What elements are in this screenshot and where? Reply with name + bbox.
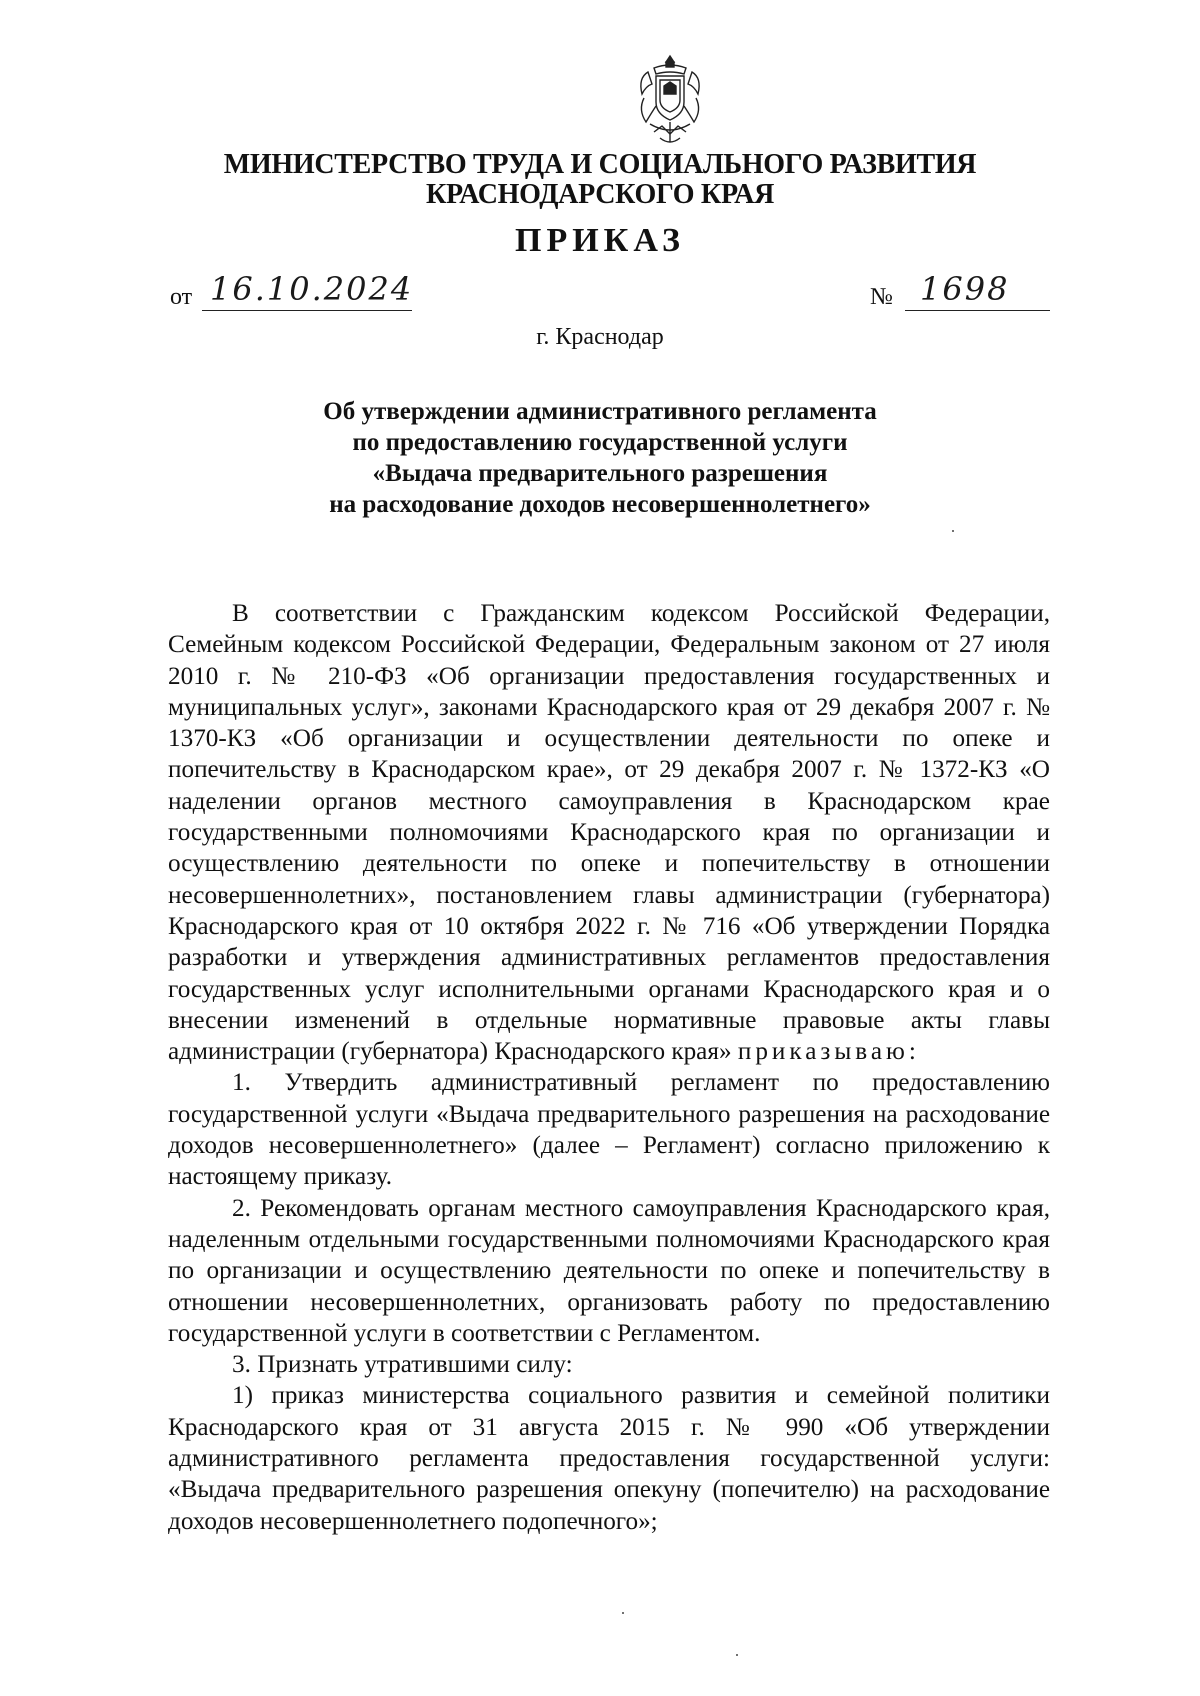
number-underline [905, 310, 1050, 311]
date-prefix: от [170, 284, 193, 310]
item-3-1-paragraph: 1) приказ министерства социального развития и семейной политики Краснодарского края от 31 августа 2015 г. № 990 «Об утверждении административного регламента предоставления государственной услуги: «Выдача предварительного разрешения опекуну (попечителю) на расходование доходов несовершеннолетнего подопечного»; [168, 1382, 1050, 1535]
subject-line4: на расходование доходов несовершеннолетнего» [329, 491, 871, 518]
order-word: приказываю: [737, 1038, 920, 1066]
document-body [168, 598, 1050, 1537]
preamble-paragraph [168, 598, 1050, 1067]
ministry-name [150, 150, 1050, 210]
ministry-name-line2: КРАСНОДАРСКОГО КРАЯ [425, 179, 775, 210]
date-underline [202, 310, 412, 311]
number-prefix: № [870, 284, 893, 310]
coat-of-arms-icon [630, 52, 710, 150]
subject-line2: по предоставлению государственной услуги [352, 429, 848, 456]
handwritten-number: 1698 [920, 270, 1010, 308]
scan-speck [736, 1654, 738, 1656]
item-2-paragraph: 2. Рекомендовать органам местного самоуправления Краснодарского края, наделенным отдельными государственными полномочиями Краснодарского края по организации и осуществлению деятельности по опеке и попечительству в отношении несовершеннолетних, организовать работу по предоставлению государственной услуги в соответствии с Регламентом. [168, 1194, 1050, 1347]
item-1-paragraph: 1. Утвердить административный регламент по предоставлению государственной услуги «Выдача предварительного разрешения на расходование доходов несовершеннолетнего» (далее – Регламент) согласно приложению к настоящему приказу. [168, 1069, 1050, 1191]
item-3-paragraph: 3. Признать утратившими силу: [232, 1351, 573, 1379]
preamble-text: В соответствии с Гражданским кодексом Российской Федерации, Семейным кодексом Российской Федерации, Федеральным законом от 27 июля 2010 г. № 210-ФЗ «Об организации предоставления государственных и муниципальных услуг», законами Краснодарского края от 29 декабря 2007 г. № 1370-КЗ «Об организации и осуществлении деятельности по опеке и попечительству в Краснодарском крае», от 29 декабря 2007 г. № 1372-КЗ «О наделении органов местного самоуправления в Краснодарском крае государственными полномочиями Краснодарского края по организации и осуществлению деятельности по опеке и попечительству в отношении несовершеннолетних», постановлением главы администрации (губернатора) Краснодарского края от 10 октября 2022 г. № 716 «Об утверждении Порядка разработки и утверждения административных регламентов предоставления государственных услуг исполнительными органами Краснодарского края и о внесении изменений в отдельные нормативные правовые акты главы администрации (губернатора) Краснодарского края» [168, 600, 1050, 1066]
subject-line1: Об утверждении административного регламента [323, 398, 877, 425]
scan-speck [952, 530, 954, 532]
subject-line3: «Выдача предварительного разрешения [372, 460, 828, 487]
scan-speck [622, 1612, 624, 1614]
handwritten-date: 16.10.2024 [210, 270, 414, 308]
city: г. Краснодар [536, 324, 664, 350]
document-type: ПРИКАЗ [515, 222, 685, 259]
ministry-name-line1: МИНИСТЕРСТВО ТРУДА И СОЦИАЛЬНОГО РАЗВИТИЯ [223, 149, 977, 180]
order-subject [150, 396, 1050, 520]
date-number-row [170, 270, 1050, 314]
